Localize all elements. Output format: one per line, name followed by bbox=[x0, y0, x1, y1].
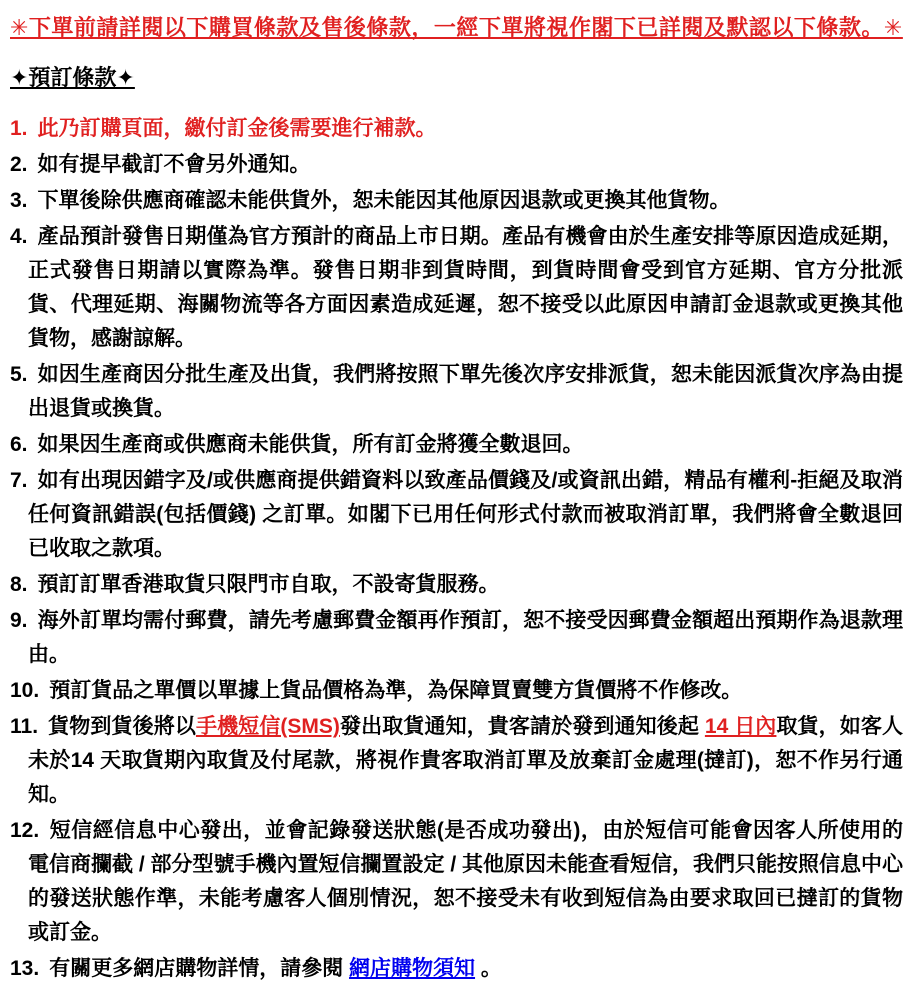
term-text-segment: 預訂訂單香港取貨只限門市自取，不設寄貨服務。 bbox=[37, 573, 500, 596]
term-number: 13. bbox=[10, 957, 40, 980]
term-number: 4. bbox=[10, 225, 28, 248]
term-text-segment: 此乃訂購頁面，繳付訂金後需要進行補款。 bbox=[37, 117, 437, 140]
term-number: 8. bbox=[10, 573, 28, 596]
term-text-segment: 貨物到貨後將以 bbox=[48, 715, 196, 738]
term-number: 5. bbox=[10, 363, 28, 386]
term-item-11 bbox=[10, 710, 903, 812]
term-item-12 bbox=[10, 814, 903, 950]
term-number: 11. bbox=[10, 715, 39, 738]
term-item-2 bbox=[10, 148, 903, 182]
term-text-segment: 下單後除供應商確認未能供貨外，恕未能因其他原因退款或更換其他貨物。 bbox=[37, 189, 731, 212]
term-number: 1. bbox=[10, 117, 28, 140]
term-text-segment: 發出取貨通知，貴客請於發到通知後起 bbox=[339, 715, 705, 738]
term-item-1 bbox=[10, 112, 903, 146]
term-text-segment: 預訂貨品之單價以單據上貨品價格為準，為保障買賣雙方貨價將不作修改。 bbox=[49, 679, 743, 702]
term-item-6 bbox=[10, 428, 903, 462]
term-item-5 bbox=[10, 358, 903, 426]
terms-list bbox=[10, 112, 903, 986]
term-number: 10. bbox=[10, 679, 40, 702]
term-text-segment: 如因生產商因分批生產及出貨，我們將按照下單先後次序安排派貨，恕未能因派貨次序為由提出退貨或換貨。 bbox=[28, 363, 903, 420]
term-item-4 bbox=[10, 220, 903, 356]
term-text-segment: 有關更多網店購物詳情，請參閱 bbox=[49, 957, 350, 980]
term-number: 2. bbox=[10, 153, 28, 176]
term-text-segment: 如有出現因錯字及/或供應商提供錯資料以致產品價錢及/或資訊出錯，精品有權利-拒絕及取消任何資訊錯誤(包括價錢) 之訂單。如閣下已用任何形式付款而被取消訂單，我們將會全數退回已收取之款項。 bbox=[28, 469, 903, 560]
term-number: 3. bbox=[10, 189, 28, 212]
term-text-segment: 手機短信(SMS) bbox=[195, 715, 340, 738]
term-text-segment: 如有提早截訂不會另外通知。 bbox=[37, 153, 311, 176]
term-number: 6. bbox=[10, 433, 28, 456]
term-text-segment: 14 日內 bbox=[704, 715, 777, 738]
term-number: 7. bbox=[10, 469, 28, 492]
term-number: 12. bbox=[10, 819, 40, 842]
term-item-13 bbox=[10, 952, 903, 986]
term-item-8 bbox=[10, 568, 903, 602]
term-item-10 bbox=[10, 674, 903, 708]
warning-banner: ✳下單前請詳閱以下購買條款及售後條款，一經下單將視作閣下已詳閱及默認以下條款。✳ bbox=[10, 15, 903, 40]
term-text-segment: 產品預計發售日期僅為官方預計的商品上市日期。產品有機會由於生產安排等原因造成延期，正式發售日期請以實際為準。發售日期非到貨時間，到貨時間會受到官方延期、官方分批派貨、代理延期、海關物流等各方面因素造成延遲，恕不接受以此原因申請訂金退款或更換其他貨物，感謝諒解。 bbox=[28, 225, 903, 350]
term-item-9 bbox=[10, 604, 903, 672]
shop-guide-link[interactable]: 網店購物須知 bbox=[349, 957, 476, 980]
term-text-segment: 海外訂單均需付郵費，請先考慮郵費金額再作預訂，恕不接受因郵費金額超出預期作為退款理由。 bbox=[28, 609, 903, 666]
term-item-3 bbox=[10, 184, 903, 218]
term-item-7 bbox=[10, 464, 903, 566]
term-text-segment: 短信經信息中心發出，並會記錄發送狀態(是否成功發出)，由於短信可能會因客人所使用的電信商攔截 / 部分型號手機內置短信攔置設定 / 其他原因未能查看短信，我們只能按照信息中心的發送狀態作準，未能考慮客人個別情況，恕不接受未有收到短信為由要求取回已撻訂的貨物或訂金。 bbox=[28, 819, 904, 944]
section-title: ✦預訂條款✦ bbox=[10, 65, 135, 90]
term-text-segment: 取貨，如客人未於14 天取貨期內取貨及付尾款，將視作貴客取消訂單及放棄訂金處理(撻訂)，恕不作另行通知。 bbox=[28, 715, 904, 806]
term-text-segment: 。 bbox=[475, 957, 502, 980]
term-number: 9. bbox=[10, 609, 28, 632]
term-text-segment: 如果因生產商或供應商未能供貨，所有訂金將獲全數退回。 bbox=[37, 433, 584, 456]
